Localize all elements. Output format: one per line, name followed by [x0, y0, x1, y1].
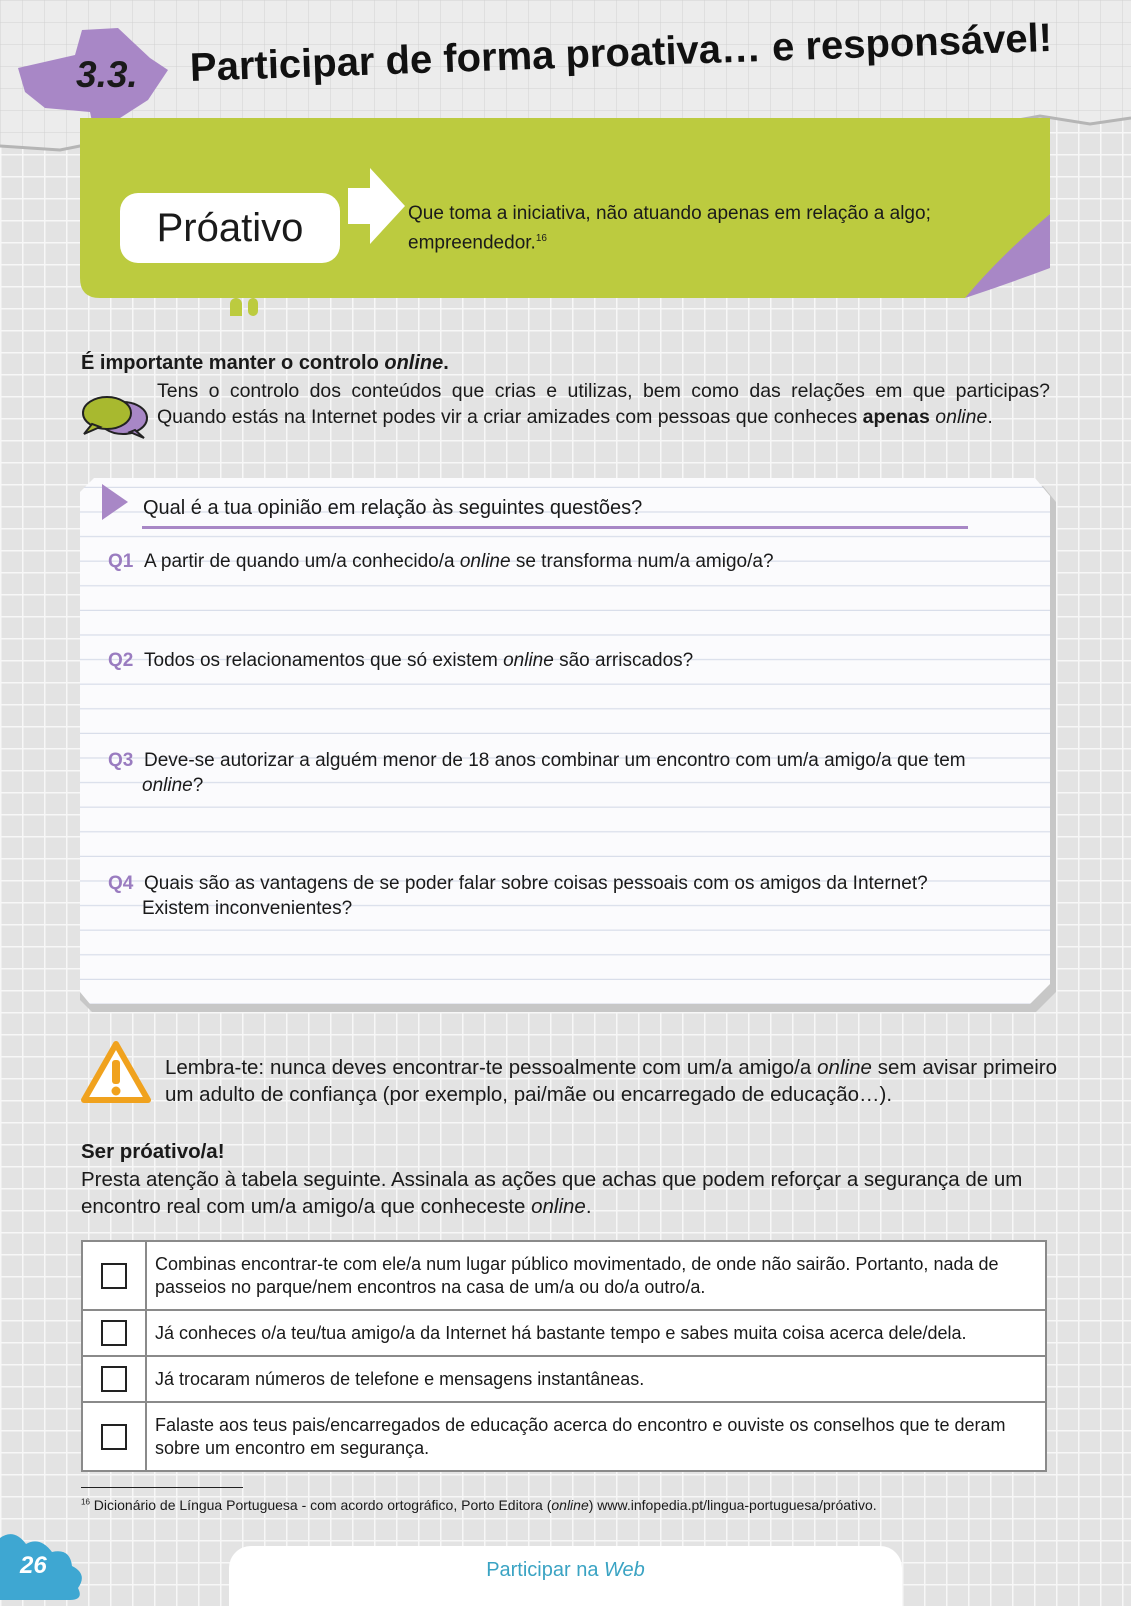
question-item: Q1 A partir de quando um/a conhecido/a online se transforma num/a amigo/a? [108, 551, 774, 572]
definition-text: Que toma a iniciativa, não atuando apenas em relação a algo; empreendedor.$^{16}$ [408, 203, 931, 254]
warning-text: Lembra-te: nunca deves encontrar-te pessoalmente com um/a amigo/a online sem avisar primeiro um adulto de confiança (por exemplo, pai/mãe ou encarregado de educação…). [165, 1056, 1057, 1106]
page-number: 26 [20, 1552, 47, 1579]
footnote-divider [81, 1487, 243, 1488]
checklist-item-text: Combinas encontrar-te com ele/a num lugar público movimentado, de onde não sairão. Portanto, nada de passeios no parque/nem encontros na casa de um/a ou do/a outro/a. [146, 1241, 1046, 1310]
questions-heading: Qual é a tua opinião em relação às seguintes questões? [143, 497, 643, 519]
checkbox[interactable] [101, 1320, 127, 1346]
checkbox[interactable] [101, 1366, 127, 1392]
question-label: Q4 [108, 873, 134, 894]
question-item: Q2 Todos os relacionamentos que só existem online são arriscados? [108, 650, 694, 671]
section-number: 3.3. [76, 54, 138, 95]
proactive-paragraph: Presta atenção à tabela seguinte. Assinala as ações que achas que podem reforçar a segurança de um encontro real com um/a amigo/a que conheceste online. [81, 1168, 1023, 1218]
checklist-row [82, 1356, 1046, 1402]
footnote: $^{16}$ Dicionário de Língua Portuguesa - com acordo ortográfico, Porto Editora (online) www.infopedia.pt/lingua-portuguesa/próativo. [81, 1497, 877, 1513]
question-item: Q4 Quais são as vantagens de se poder falar sobre coisas pessoais com os amigos da Internet? Existem inconvenientes? [108, 873, 928, 919]
intro-heading: É importante manter o controlo online. [81, 352, 449, 374]
speech-bubbles-icon [80, 392, 150, 442]
heading-underline [142, 526, 968, 529]
question-item: Q3 Deve-se autorizar a alguém menor de 18 anos combinar um encontro com um/a amigo/a que tem online? [108, 750, 966, 796]
question-label: Q2 [108, 650, 134, 671]
checkbox[interactable] [101, 1263, 127, 1289]
checklist-item-text: Falaste aos teus pais/encarregados de educação acerca do encontro e ouviste os conselhos que te deram sobre um encontro em segurança. [146, 1402, 1046, 1471]
warning-icon [80, 1040, 152, 1106]
checklist-row [82, 1310, 1046, 1356]
proactive-heading: Ser próativo/a! [81, 1140, 225, 1163]
checkbox[interactable] [101, 1424, 127, 1450]
checklist-row [82, 1241, 1046, 1310]
checklist-table [81, 1240, 1047, 1472]
footnote-ref[interactable]: 16 [535, 233, 547, 244]
checklist-item-text: Já conheces o/a teu/tua amigo/a da Internet há bastante tempo e sabes muita coisa acerca dele/dela. [146, 1310, 1046, 1356]
page-title: Participar de forma proativa… e responsável! [189, 15, 1053, 90]
footer-label: Participar na Web [486, 1559, 645, 1581]
checklist-row [82, 1402, 1046, 1471]
question-label: Q1 [108, 551, 134, 572]
definition-term: Próativo [120, 193, 340, 263]
intro-paragraph: Tens o controlo dos conteúdos que crias e utilizas, bem como das relações em que participas? Quando estás na Internet podes vir a criar amizades com pessoas que conheces apenas online. [157, 380, 1050, 428]
checklist-item-text: Já trocaram números de telefone e mensagens instantâneas. [146, 1356, 1046, 1402]
question-label: Q3 [108, 750, 134, 771]
